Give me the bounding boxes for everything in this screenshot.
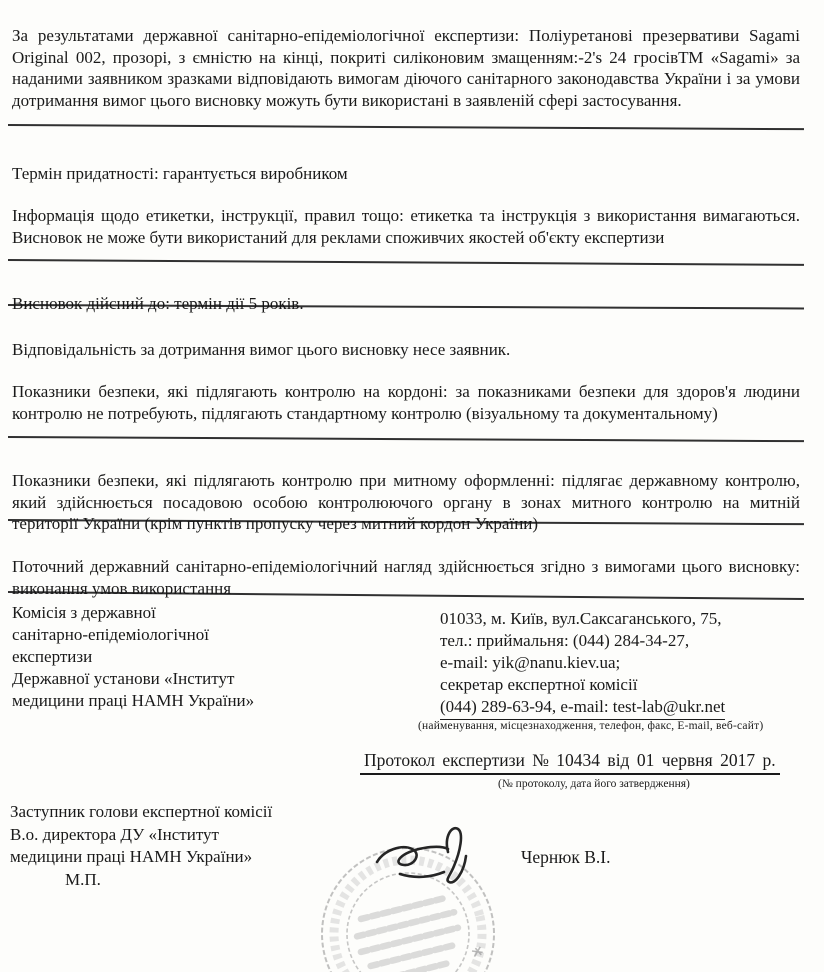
signatory-title-line: медицини праці НАМН України» (10, 847, 253, 866)
commission-line: Комісія з державної (12, 603, 156, 622)
paragraph-border-control: Показники безпеки, які підлягають контролю на кордоні: за показниками безпеки для здоров'я людини контролю не потребують, підлягають стандартному контролю (візуальному та документальному) (12, 382, 800, 423)
signatory-title-block (10, 801, 370, 891)
signatory-title-line: Заступник голови експертної комісії (10, 802, 273, 821)
commission-caption: (найменування, місцезнаходження, телефон, факс, E-mail, веб-сайт) (418, 720, 764, 732)
paragraph-responsibility: Відповідальність за дотримання вимог цього висновку несе заявник. (12, 340, 511, 359)
seal-place-mark: М.П. (65, 869, 101, 889)
commission-secretary: секретар експертної комісії (440, 675, 638, 694)
commission-name-block (12, 602, 402, 712)
commission-email: e-mail: yik@nanu.kiev.ua; (440, 653, 621, 672)
paragraph-expertise-result: За результатами державної санітарно-епідеміологічної експертизи: Поліуретанові презервативи Sagami Original 002, прозорі, з ємністю на кінці, покриті силіконовим змащенням:-2's 24 гросівТМ «Sagami» за наданими заявником зразками відповідають вимогам діючого санітарного законодавства України і за умови дотримання вимог цього висновку можуть бути використані в заявленій сфері застосування. (12, 26, 800, 110)
commission-contacts-block (440, 608, 810, 720)
paragraph-customs-control: Показники безпеки, які підлягають контролю при митному оформленні: підлягає державному контролю, який здійснюється посадовою особою контролюючого органу в зонах митного контролю на митній території України (крім пунктів пропуску через митний кордон України) (12, 471, 800, 533)
paragraph-shelf-life: Термін придатності: гарантується виробником (12, 164, 348, 183)
signature-icon (372, 822, 492, 888)
commission-phone: тел.: приймальня: (044) 284-34-27, (440, 631, 690, 650)
section-divider (8, 259, 804, 266)
section-divider (8, 436, 804, 442)
signer-name: Чернюк В.І. (521, 847, 611, 867)
paragraph-valid-until: Висновок дійсний до: термін дії 5 років. (12, 294, 304, 313)
commission-line: медицини праці НАМН України» (12, 691, 255, 710)
commission-secretary-contacts: (044) 289-63-94, e-mail: test-lab@ukr.net (440, 696, 725, 720)
protocol-line: Протокол експертизи № 10434 від 01 червня 2017 р. (360, 750, 780, 775)
section-divider (8, 124, 804, 130)
commission-line: експертизи (12, 647, 93, 666)
paragraph-label-info: Інформація щодо етикетки, інструкції, правил тощо: етикетка та інструкція з використання вимагаються. Висновок не може бути використаний для реклами споживчих якостей об'єкту експертизи (12, 206, 800, 247)
commission-address: 01033, м. Київ, вул.Саксаганського, 75, (440, 609, 722, 628)
protocol-caption: (№ протоколу, дата його затвердження) (498, 778, 690, 790)
paragraph-current-supervision: Поточний державний санітарно-епідеміологічний нагляд здійснюється згідно з вимогами цього висновку: виконання умов використання (12, 557, 800, 598)
commission-line: санітарно-епідеміологічної (12, 625, 209, 644)
commission-line: Державної установи «Інститут (12, 669, 235, 688)
signatory-title-line: В.о. директора ДУ «Інститут (10, 824, 219, 844)
